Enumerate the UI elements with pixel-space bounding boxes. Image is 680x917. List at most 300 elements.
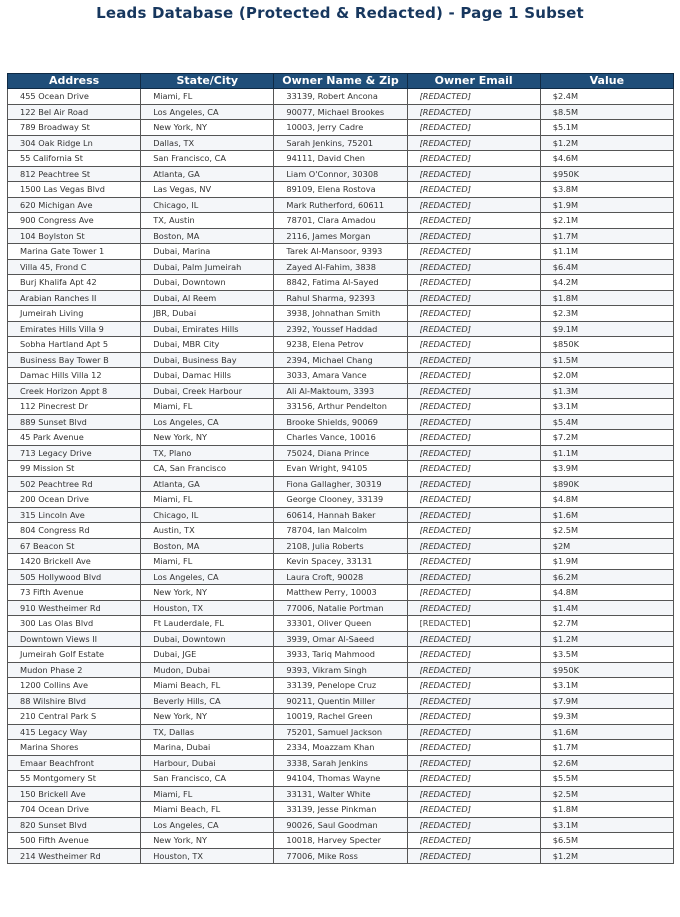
owner-email-cell: [REDACTED] — [407, 430, 540, 446]
table-row — [8, 507, 674, 523]
table-row — [8, 321, 674, 337]
owner-name-zip-cell: 33156, Arthur Pendelton — [274, 399, 407, 415]
owner-email-cell: [REDACTED] — [407, 306, 540, 322]
value-cell: $3.5M — [540, 647, 673, 663]
column-header-address: Address — [8, 74, 141, 89]
state-city-cell: Harbour, Dubai — [141, 755, 274, 771]
state-city-cell: Boston, MA — [141, 228, 274, 244]
owner-email-cell: [REDACTED] — [407, 802, 540, 818]
table-row — [8, 709, 674, 725]
value-cell: $1.2M — [540, 135, 673, 151]
address-cell: 704 Ocean Drive — [8, 802, 141, 818]
state-city-cell: Dubai, Damac Hills — [141, 368, 274, 384]
owner-email-cell: [REDACTED] — [407, 647, 540, 663]
owner-email-cell: [REDACTED] — [407, 507, 540, 523]
address-cell: Villa 45, Frond C — [8, 259, 141, 275]
table-row — [8, 89, 674, 105]
owner-name-zip-cell: 3933, Tariq Mahmood — [274, 647, 407, 663]
owner-email-cell: [REDACTED] — [407, 786, 540, 802]
owner-email-cell: [REDACTED] — [407, 213, 540, 229]
address-cell: 200 Ocean Drive — [8, 492, 141, 508]
table-row — [8, 414, 674, 430]
column-header-owner-email: Owner Email — [407, 74, 540, 89]
value-cell: $4.6M — [540, 151, 673, 167]
state-city-cell: New York, NY — [141, 120, 274, 136]
value-cell: $1.2M — [540, 848, 673, 864]
address-cell: 910 Westheimer Rd — [8, 600, 141, 616]
owner-name-zip-cell: 10018, Harvey Specter — [274, 833, 407, 849]
table-row — [8, 228, 674, 244]
owner-email-cell: [REDACTED] — [407, 182, 540, 198]
value-cell: $1.3M — [540, 383, 673, 399]
owner-name-zip-cell: 3938, Johnathan Smith — [274, 306, 407, 322]
state-city-cell: Atlanta, GA — [141, 476, 274, 492]
value-cell: $3.1M — [540, 678, 673, 694]
value-cell: $3.8M — [540, 182, 673, 198]
owner-name-zip-cell: 33139, Robert Ancona — [274, 89, 407, 105]
owner-name-zip-cell: 2394, Michael Chang — [274, 352, 407, 368]
table-row — [8, 538, 674, 554]
address-cell: 455 Ocean Drive — [8, 89, 141, 105]
owner-name-zip-cell: 8842, Fatima Al-Sayed — [274, 275, 407, 291]
address-cell: 55 Montgomery St — [8, 771, 141, 787]
value-cell: $5.4M — [540, 414, 673, 430]
state-city-cell: New York, NY — [141, 585, 274, 601]
table-row — [8, 569, 674, 585]
state-city-cell: Los Angeles, CA — [141, 569, 274, 585]
value-cell: $1.9M — [540, 554, 673, 570]
address-cell: 820 Sunset Blvd — [8, 817, 141, 833]
owner-email-cell: [REDACTED] — [407, 538, 540, 554]
value-cell: $1.6M — [540, 724, 673, 740]
address-cell: Jumeirah Golf Estate — [8, 647, 141, 663]
leads-table — [7, 73, 674, 864]
owner-email-cell: [REDACTED] — [407, 275, 540, 291]
table-header-row — [8, 74, 674, 89]
owner-email-cell: [REDACTED] — [407, 492, 540, 508]
owner-email-cell: [REDACTED] — [407, 848, 540, 864]
table-row — [8, 802, 674, 818]
state-city-cell: Houston, TX — [141, 600, 274, 616]
state-city-cell: Dubai, MBR City — [141, 337, 274, 353]
owner-email-cell: [REDACTED] — [407, 833, 540, 849]
address-cell: 99 Mission St — [8, 461, 141, 477]
address-cell: 55 California St — [8, 151, 141, 167]
owner-email-cell: [REDACTED] — [407, 724, 540, 740]
owner-email-cell: [REDACTED] — [407, 104, 540, 120]
owner-name-zip-cell: 2334, Moazzam Khan — [274, 740, 407, 756]
address-cell: 804 Congress Rd — [8, 523, 141, 539]
state-city-cell: Boston, MA — [141, 538, 274, 554]
table-row — [8, 492, 674, 508]
state-city-cell: Dubai, Downtown — [141, 275, 274, 291]
table-body — [8, 89, 674, 864]
table-row — [8, 771, 674, 787]
table-row — [8, 786, 674, 802]
address-cell: 150 Brickell Ave — [8, 786, 141, 802]
table-row — [8, 430, 674, 446]
address-cell: 112 Pinecrest Dr — [8, 399, 141, 415]
owner-email-cell: [REDACTED] — [407, 120, 540, 136]
owner-email-cell: [REDACTED] — [407, 352, 540, 368]
value-cell: $2.5M — [540, 523, 673, 539]
owner-name-zip-cell: 78701, Clara Amadou — [274, 213, 407, 229]
owner-name-zip-cell: 90026, Saul Goodman — [274, 817, 407, 833]
table-row — [8, 213, 674, 229]
address-cell: Mudon Phase 2 — [8, 662, 141, 678]
value-cell: $5.5M — [540, 771, 673, 787]
owner-name-zip-cell: 10019, Rachel Green — [274, 709, 407, 725]
address-cell: Emaar Beachfront — [8, 755, 141, 771]
address-cell: 713 Legacy Drive — [8, 445, 141, 461]
address-cell: 500 Fifth Avenue — [8, 833, 141, 849]
address-cell: Emirates Hills Villa 9 — [8, 321, 141, 337]
owner-name-zip-cell: 77006, Mike Ross — [274, 848, 407, 864]
state-city-cell: New York, NY — [141, 709, 274, 725]
owner-email-cell: [REDACTED] — [407, 817, 540, 833]
owner-email-cell: [REDACTED] — [407, 414, 540, 430]
state-city-cell: Beverly Hills, CA — [141, 693, 274, 709]
address-cell: 415 Legacy Way — [8, 724, 141, 740]
address-cell: Downtown Views II — [8, 631, 141, 647]
value-cell: $7.2M — [540, 430, 673, 446]
address-cell: 104 Boylston St — [8, 228, 141, 244]
owner-name-zip-cell: 3033, Amara Vance — [274, 368, 407, 384]
address-cell: 812 Peachtree St — [8, 166, 141, 182]
state-city-cell: Dubai, Emirates Hills — [141, 321, 274, 337]
owner-name-zip-cell: Brooke Shields, 90069 — [274, 414, 407, 430]
state-city-cell: Dubai, Creek Harbour — [141, 383, 274, 399]
column-header-state-city: State/City — [141, 74, 274, 89]
value-cell: $9.3M — [540, 709, 673, 725]
address-cell: Business Bay Tower B — [8, 352, 141, 368]
owner-email-cell: [REDACTED] — [407, 554, 540, 570]
table-row — [8, 461, 674, 477]
value-cell: $9.1M — [540, 321, 673, 337]
state-city-cell: Las Vegas, NV — [141, 182, 274, 198]
state-city-cell: TX, Austin — [141, 213, 274, 229]
owner-name-zip-cell: Zayed Al-Fahim, 3838 — [274, 259, 407, 275]
state-city-cell: Los Angeles, CA — [141, 414, 274, 430]
state-city-cell: Dubai, Downtown — [141, 631, 274, 647]
state-city-cell: Dubai, Palm Jumeirah — [141, 259, 274, 275]
state-city-cell: Dubai, Al Reem — [141, 290, 274, 306]
address-cell: 620 Michigan Ave — [8, 197, 141, 213]
state-city-cell: Atlanta, GA — [141, 166, 274, 182]
table-row — [8, 290, 674, 306]
table-row — [8, 817, 674, 833]
address-cell: 789 Broadway St — [8, 120, 141, 136]
value-cell: $7.9M — [540, 693, 673, 709]
owner-email-cell: [REDACTED] — [407, 585, 540, 601]
address-cell: 1500 Las Vegas Blvd — [8, 182, 141, 198]
address-cell: 210 Central Park S — [8, 709, 141, 725]
owner-email-cell: [REDACTED] — [407, 383, 540, 399]
value-cell: $4.8M — [540, 492, 673, 508]
table-row — [8, 244, 674, 260]
value-cell: $1.8M — [540, 802, 673, 818]
state-city-cell: New York, NY — [141, 430, 274, 446]
value-cell: $1.7M — [540, 228, 673, 244]
address-cell: 505 Hollywood Blvd — [8, 569, 141, 585]
owner-name-zip-cell: 33139, Jesse Pinkman — [274, 802, 407, 818]
owner-name-zip-cell: 10003, Jerry Cadre — [274, 120, 407, 136]
table-row — [8, 104, 674, 120]
table-row — [8, 600, 674, 616]
table-row — [8, 616, 674, 632]
table-row — [8, 151, 674, 167]
value-cell: $2.5M — [540, 786, 673, 802]
owner-name-zip-cell: Laura Croft, 90028 — [274, 569, 407, 585]
value-cell: $1.1M — [540, 244, 673, 260]
owner-name-zip-cell: Liam O'Connor, 30308 — [274, 166, 407, 182]
owner-email-cell: [REDACTED] — [407, 228, 540, 244]
state-city-cell: Miami, FL — [141, 786, 274, 802]
value-cell: $2M — [540, 538, 673, 554]
state-city-cell: Miami Beach, FL — [141, 802, 274, 818]
owner-email-cell: [REDACTED] — [407, 368, 540, 384]
owner-name-zip-cell: Matthew Perry, 10003 — [274, 585, 407, 601]
table-row — [8, 523, 674, 539]
owner-name-zip-cell: Rahul Sharma, 92393 — [274, 290, 407, 306]
owner-name-zip-cell: 94111, David Chen — [274, 151, 407, 167]
state-city-cell: Los Angeles, CA — [141, 104, 274, 120]
address-cell: 304 Oak Ridge Ln — [8, 135, 141, 151]
table-row — [8, 848, 674, 864]
table-row — [8, 631, 674, 647]
owner-email-cell: [REDACTED] — [407, 755, 540, 771]
value-cell: $1.6M — [540, 507, 673, 523]
value-cell: $1.7M — [540, 740, 673, 756]
table-row — [8, 275, 674, 291]
address-cell: Marina Shores — [8, 740, 141, 756]
address-cell: 67 Beacon St — [8, 538, 141, 554]
value-cell: $2.0M — [540, 368, 673, 384]
value-cell: $8.5M — [540, 104, 673, 120]
owner-email-cell: [REDACTED] — [407, 523, 540, 539]
page-title: Leads Database (Protected & Redacted) - Page 1 Subset — [96, 4, 584, 22]
table-row — [8, 833, 674, 849]
owner-name-zip-cell: 78704, Ian Malcolm — [274, 523, 407, 539]
table-row — [8, 166, 674, 182]
owner-name-zip-cell: George Clooney, 33139 — [274, 492, 407, 508]
state-city-cell: Miami, FL — [141, 89, 274, 105]
owner-email-cell: [REDACTED] — [407, 290, 540, 306]
table-row — [8, 352, 674, 368]
table-row — [8, 135, 674, 151]
owner-email-cell: [REDACTED] — [407, 569, 540, 585]
state-city-cell: Austin, TX — [141, 523, 274, 539]
state-city-cell: Miami, FL — [141, 554, 274, 570]
owner-name-zip-cell: 77006, Natalie Portman — [274, 600, 407, 616]
address-cell: 88 Wilshire Blvd — [8, 693, 141, 709]
value-cell: $950K — [540, 662, 673, 678]
owner-name-zip-cell: Sarah Jenkins, 75201 — [274, 135, 407, 151]
owner-name-zip-cell: 3939, Omar Al-Saeed — [274, 631, 407, 647]
owner-email-cell: [REDACTED] — [407, 600, 540, 616]
owner-email-cell: [REDACTED] — [407, 678, 540, 694]
value-cell: $890K — [540, 476, 673, 492]
owner-email-cell: [REDACTED] — [407, 135, 540, 151]
table-row — [8, 182, 674, 198]
owner-email-cell: [REDACTED] — [407, 197, 540, 213]
state-city-cell: CA, San Francisco — [141, 461, 274, 477]
owner-name-zip-cell: 2108, Julia Roberts — [274, 538, 407, 554]
owner-email-cell: [REDACTED] — [407, 461, 540, 477]
table-row — [8, 383, 674, 399]
state-city-cell: Mudon, Dubai — [141, 662, 274, 678]
state-city-cell: Dubai, Marina — [141, 244, 274, 260]
owner-name-zip-cell: Evan Wright, 94105 — [274, 461, 407, 477]
address-cell: Creek Horizon Appt 8 — [8, 383, 141, 399]
address-cell: Damac Hills Villa 12 — [8, 368, 141, 384]
owner-email-cell: [REDACTED] — [407, 693, 540, 709]
state-city-cell: JBR, Dubai — [141, 306, 274, 322]
table-row — [8, 755, 674, 771]
value-cell: $4.2M — [540, 275, 673, 291]
state-city-cell: TX, Plano — [141, 445, 274, 461]
table-row — [8, 399, 674, 415]
owner-name-zip-cell: 33139, Penelope Cruz — [274, 678, 407, 694]
owner-name-zip-cell: Mark Rutherford, 60611 — [274, 197, 407, 213]
owner-email-cell: [REDACTED] — [407, 337, 540, 353]
value-cell: $1.2M — [540, 631, 673, 647]
owner-email-cell: [REDACTED] — [407, 399, 540, 415]
state-city-cell: San Francisco, CA — [141, 151, 274, 167]
table-row — [8, 724, 674, 740]
value-cell: $950K — [540, 166, 673, 182]
owner-name-zip-cell: 2392, Youssef Haddad — [274, 321, 407, 337]
state-city-cell: Miami Beach, FL — [141, 678, 274, 694]
state-city-cell: Los Angeles, CA — [141, 817, 274, 833]
address-cell: 315 Lincoln Ave — [8, 507, 141, 523]
address-cell: Sobha Hartland Apt 5 — [8, 337, 141, 353]
state-city-cell: Chicago, IL — [141, 197, 274, 213]
value-cell: $4.8M — [540, 585, 673, 601]
value-cell: $2.3M — [540, 306, 673, 322]
owner-email-cell: [REDACTED] — [407, 616, 540, 632]
column-header-value: Value — [540, 74, 673, 89]
address-cell: 1420 Brickell Ave — [8, 554, 141, 570]
state-city-cell: Dallas, TX — [141, 135, 274, 151]
table-row — [8, 662, 674, 678]
value-cell: $6.5M — [540, 833, 673, 849]
state-city-cell: Miami, FL — [141, 492, 274, 508]
owner-email-cell: [REDACTED] — [407, 259, 540, 275]
owner-name-zip-cell: 9393, Vikram Singh — [274, 662, 407, 678]
value-cell: $5.1M — [540, 120, 673, 136]
owner-name-zip-cell: 94104, Thomas Wayne — [274, 771, 407, 787]
address-cell: Marina Gate Tower 1 — [8, 244, 141, 260]
owner-email-cell: [REDACTED] — [407, 151, 540, 167]
state-city-cell: Houston, TX — [141, 848, 274, 864]
value-cell: $6.2M — [540, 569, 673, 585]
address-cell: 73 Fifth Avenue — [8, 585, 141, 601]
owner-email-cell: [REDACTED] — [407, 740, 540, 756]
owner-email-cell: [REDACTED] — [407, 244, 540, 260]
table-row — [8, 337, 674, 353]
address-cell: Arabian Ranches II — [8, 290, 141, 306]
owner-name-zip-cell: 89109, Elena Rostova — [274, 182, 407, 198]
owner-email-cell: [REDACTED] — [407, 89, 540, 105]
table-row — [8, 693, 674, 709]
owner-name-zip-cell: 90077, Michael Brookes — [274, 104, 407, 120]
state-city-cell: Miami, FL — [141, 399, 274, 415]
table-row — [8, 120, 674, 136]
table-row — [8, 259, 674, 275]
owner-name-zip-cell: 90211, Quentin Miller — [274, 693, 407, 709]
owner-email-cell: [REDACTED] — [407, 166, 540, 182]
address-cell: 900 Congress Ave — [8, 213, 141, 229]
value-cell: $2.6M — [540, 755, 673, 771]
value-cell: $3.9M — [540, 461, 673, 477]
value-cell: $6.4M — [540, 259, 673, 275]
address-cell: 1200 Collins Ave — [8, 678, 141, 694]
value-cell: $1.8M — [540, 290, 673, 306]
owner-name-zip-cell: 33301, Oliver Queen — [274, 616, 407, 632]
owner-email-cell: [REDACTED] — [407, 709, 540, 725]
address-cell: 300 Las Olas Blvd — [8, 616, 141, 632]
state-city-cell: New York, NY — [141, 833, 274, 849]
owner-name-zip-cell: 75201, Samuel Jackson — [274, 724, 407, 740]
state-city-cell: San Francisco, CA — [141, 771, 274, 787]
table-row — [8, 368, 674, 384]
state-city-cell: Ft Lauderdale, FL — [141, 616, 274, 632]
table-row — [8, 197, 674, 213]
state-city-cell: Dubai, JGE — [141, 647, 274, 663]
value-cell: $3.1M — [540, 399, 673, 415]
table-row — [8, 554, 674, 570]
address-cell: 122 Bel Air Road — [8, 104, 141, 120]
state-city-cell: Dubai, Business Bay — [141, 352, 274, 368]
table-row — [8, 306, 674, 322]
owner-name-zip-cell: 60614, Hannah Baker — [274, 507, 407, 523]
owner-name-zip-cell: Kevin Spacey, 33131 — [274, 554, 407, 570]
owner-name-zip-cell: 9238, Elena Petrov — [274, 337, 407, 353]
column-header-owner-name-zip: Owner Name & Zip — [274, 74, 407, 89]
address-cell: 214 Westheimer Rd — [8, 848, 141, 864]
address-cell: 502 Peachtree Rd — [8, 476, 141, 492]
value-cell: $1.5M — [540, 352, 673, 368]
owner-email-cell: [REDACTED] — [407, 771, 540, 787]
value-cell: $1.9M — [540, 197, 673, 213]
table-row — [8, 647, 674, 663]
owner-name-zip-cell: Tarek Al-Mansoor, 9393 — [274, 244, 407, 260]
owner-email-cell: [REDACTED] — [407, 476, 540, 492]
owner-email-cell: [REDACTED] — [407, 631, 540, 647]
owner-email-cell: [REDACTED] — [407, 662, 540, 678]
value-cell: $1.4M — [540, 600, 673, 616]
state-city-cell: Chicago, IL — [141, 507, 274, 523]
address-cell: 45 Park Avenue — [8, 430, 141, 446]
table-row — [8, 585, 674, 601]
state-city-cell: TX, Dallas — [141, 724, 274, 740]
value-cell: $1.1M — [540, 445, 673, 461]
address-cell: Jumeirah Living — [8, 306, 141, 322]
address-cell: 889 Sunset Blvd — [8, 414, 141, 430]
address-cell: Burj Khalifa Apt 42 — [8, 275, 141, 291]
owner-name-zip-cell: Charles Vance, 10016 — [274, 430, 407, 446]
value-cell: $2.7M — [540, 616, 673, 632]
value-cell: $2.4M — [540, 89, 673, 105]
owner-name-zip-cell: Ali Al-Maktoum, 3393 — [274, 383, 407, 399]
table-row — [8, 740, 674, 756]
owner-name-zip-cell: 3338, Sarah Jenkins — [274, 755, 407, 771]
owner-email-cell: [REDACTED] — [407, 321, 540, 337]
owner-name-zip-cell: 33131, Walter White — [274, 786, 407, 802]
value-cell: $3.1M — [540, 817, 673, 833]
table-row — [8, 445, 674, 461]
